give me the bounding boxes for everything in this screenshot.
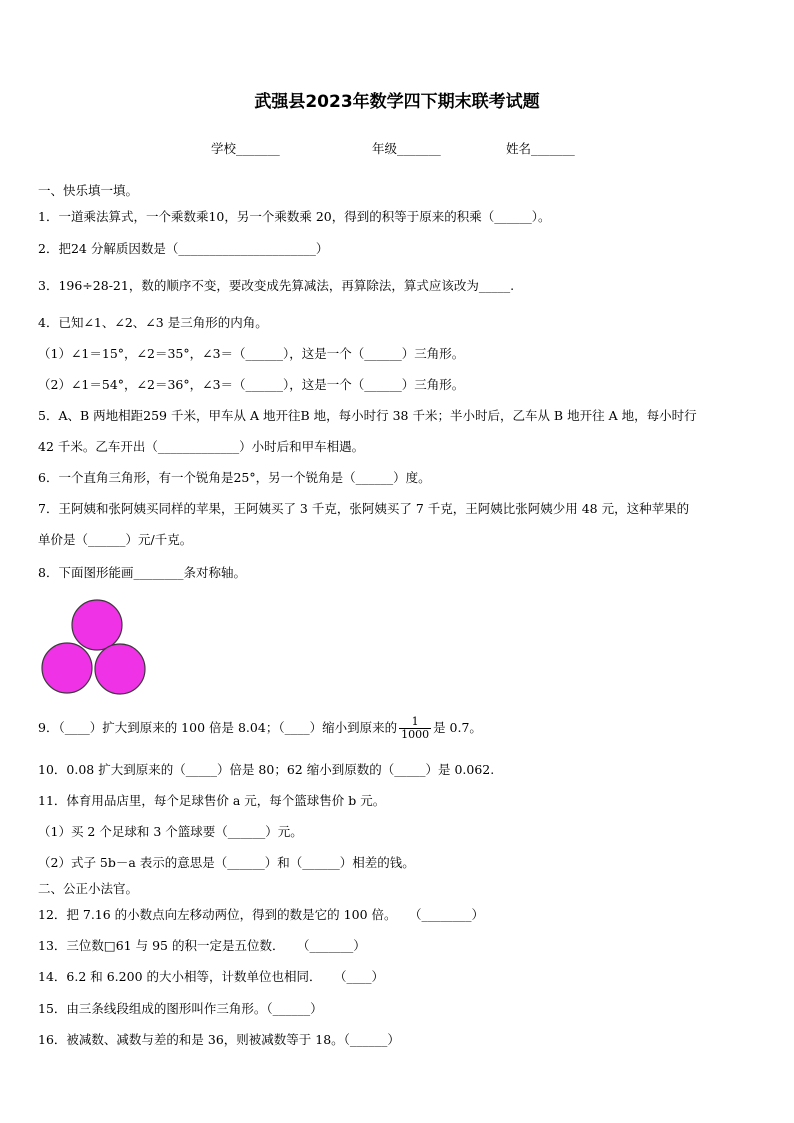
three-circles-figure xyxy=(38,598,150,696)
question-11-part-2: （2）式子 5b－a 表示的意思是（______）和（______）相差的钱。 xyxy=(38,855,415,870)
section-2-heading: 二、公正小法官。 xyxy=(38,881,139,896)
school-field: 学校_______ xyxy=(211,141,280,156)
question-16: 16．被减数、减数与差的和是 36，则被减数等于 18。（______） xyxy=(38,1032,400,1047)
fraction-denominator: 1000 xyxy=(401,728,430,741)
section-1-heading: 一、快乐填一填。 xyxy=(38,183,139,198)
question-6: 6．一个直角三角形，有一个锐角是25°，另一个锐角是（______）度。 xyxy=(38,470,431,485)
question-9-tail: 是 0.7。 xyxy=(433,720,482,735)
question-4-part-1: （1）∠1＝15°，∠2＝35°，∠3＝（______），这是一个（______）三角形。 xyxy=(38,346,465,361)
question-3: 3．196÷28-21，数的顺序不变，要改变成先算减法，再算除法，算式应该改为_____. xyxy=(38,278,515,293)
question-5-line-2: 42 千米。乙车开出（_____________）小时后和甲车相遇。 xyxy=(38,439,365,454)
page-title: 武强县2023年数学四下期末联考试题 xyxy=(254,92,540,112)
grade-field: 年级_______ xyxy=(372,141,441,156)
question-15: 15．由三条线段组成的图形叫作三角形。（______） xyxy=(38,1001,323,1016)
question-5-line-1: 5．A、B 两地相距259 千米，甲车从 A 地开往B 地，每小时行 38 千米；半小时后，乙车从 B 地开往 A 地，每小时行 xyxy=(38,408,697,423)
question-8: 8．下面图形能画________条对称轴。 xyxy=(38,565,246,580)
question-1: 1．一道乘法算式，一个乘数乘10，另一个乘数乘 20，得到的积等于原来的积乘（______）。 xyxy=(38,209,551,224)
question-9-text: 9．（____）扩大到原来的 100 倍是 8.04；（____）缩小到原来的 xyxy=(38,720,398,735)
question-9 xyxy=(38,716,482,741)
circle-bottom-left xyxy=(42,643,92,693)
question-13: 13．三位数□61 与 95 的积一定是五位数． （_______） xyxy=(38,938,366,953)
question-14: 14．6.2 和 6.200 的大小相等，计数单位也相同． （____） xyxy=(38,969,384,984)
question-11-part-1: （1）买 2 个足球和 3 个篮球要（______）元。 xyxy=(38,824,303,839)
fraction xyxy=(399,716,431,741)
question-12: 12．把 7.16 的小数点向左移动两位，得到的数是它的 100 倍。 （________） xyxy=(38,907,484,922)
question-11: 11．体育用品店里，每个足球售价 a 元，每个篮球售价 b 元。 xyxy=(38,793,386,808)
question-7-line-2: 单价是（______）元/千克。 xyxy=(38,532,193,547)
name-field: 姓名_______ xyxy=(506,141,575,156)
question-2: 2．把24 分解质因数是（______________________） xyxy=(38,241,329,256)
question-4: 4．已知∠1、∠2、∠3 是三角形的内角。 xyxy=(38,315,268,330)
circle-top xyxy=(72,600,122,650)
circle-bottom-right xyxy=(95,644,145,694)
question-4-part-2: （2）∠1＝54°，∠2＝36°，∠3＝（______），这是一个（______）三角形。 xyxy=(38,377,465,392)
question-7-line-1: 7．王阿姨和张阿姨买同样的苹果，王阿姨买了 3 千克，张阿姨买了 7 千克，王阿姨比张阿姨少用 48 元，这种苹果的 xyxy=(38,501,690,516)
question-10: 10．0.08 扩大到原来的（_____）倍是 80；62 缩小到原数的（_____）是 0.062. xyxy=(38,762,495,777)
fraction-numerator: 1 xyxy=(399,716,431,729)
